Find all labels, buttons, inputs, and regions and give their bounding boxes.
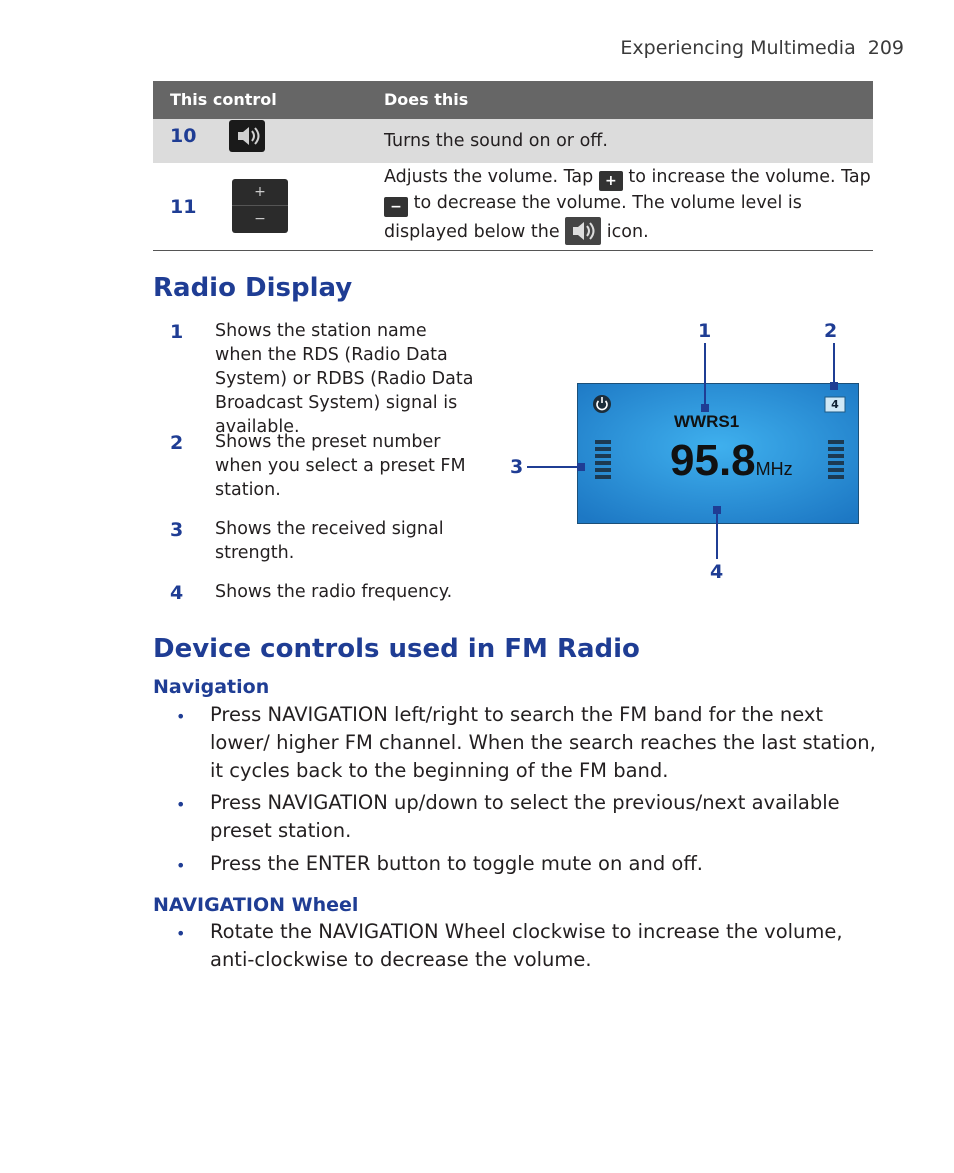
radio-screen	[577, 383, 859, 524]
table-bottom-rule	[153, 250, 873, 251]
section-heading-device-controls: Device controls used in FM Radio	[153, 634, 640, 664]
row-description: Turns the sound on or off.	[384, 131, 608, 151]
page-number: 209	[867, 37, 904, 59]
callout-label-3: 3	[510, 456, 524, 478]
callout-marker-1	[701, 404, 709, 412]
row-number: 10	[170, 125, 197, 147]
bullet: •	[176, 795, 186, 814]
frequency-unit: MHz	[755, 459, 793, 479]
item-number: 3	[170, 519, 184, 541]
item-description: Shows the radio frequency.	[215, 582, 453, 602]
station-name: WWRS1	[674, 412, 740, 431]
subheading-navigation: Navigation	[153, 676, 270, 698]
volume-plus-minus-icon	[232, 179, 288, 233]
section-title: Experiencing Multimedia	[620, 37, 856, 59]
item-number: 4	[170, 582, 184, 604]
callout-marker-4	[713, 506, 721, 514]
item-number: 2	[170, 432, 184, 454]
bullet-text: Press NAVIGATION left/right to search the FM band for the next lower/ higher FM channel. When the search reaches the last station, it cycles back to the beginning of the FM band.	[210, 703, 876, 782]
callout-label-1: 1	[698, 320, 712, 342]
bullet: •	[176, 856, 186, 875]
callout-marker-3	[577, 463, 585, 471]
section-heading-radio-display: Radio Display	[153, 273, 353, 303]
callout-line-2	[833, 343, 835, 385]
frequency-value: 95.8	[670, 436, 756, 485]
preset-number: 4	[831, 398, 839, 411]
item-description: Shows the received signal strength.	[215, 519, 444, 563]
callout-line-1	[704, 343, 706, 407]
row-description: Adjusts the volume. Tap + to increase the volume. Tap − to decrease the volume. The volume level is displayed below the icon.	[384, 165, 873, 245]
callout-line-4	[716, 512, 718, 559]
minus-icon: −	[254, 211, 266, 227]
bullet-text: Press NAVIGATION up/down to select the previous/next available preset station.	[210, 791, 840, 842]
speaker-icon	[229, 120, 265, 152]
bullet: •	[176, 707, 186, 726]
speaker-icon	[565, 217, 601, 245]
column-header-action: Does this	[384, 90, 469, 109]
bullet-text: Rotate the NAVIGATION Wheel clockwise to increase the volume, anti-clockwise to decrease the volume.	[210, 920, 843, 971]
item-number: 1	[170, 321, 184, 343]
subheading-navigation-wheel: NAVIGATION Wheel	[153, 894, 359, 916]
bullet: •	[176, 924, 186, 943]
minus-icon: −	[384, 197, 408, 217]
item-description: Shows the preset number when you select a preset FM station.	[215, 432, 466, 500]
row-number: 11	[170, 196, 197, 218]
running-header	[620, 37, 904, 59]
frequency-readout	[670, 436, 793, 486]
bullet-text: Press the ENTER button to toggle mute on and off.	[210, 852, 703, 875]
column-header-control: This control	[170, 90, 277, 109]
callout-marker-2	[830, 382, 838, 390]
plus-icon: +	[599, 171, 623, 191]
plus-icon: +	[254, 184, 266, 200]
callout-label-2: 2	[824, 320, 838, 342]
callout-label-4: 4	[710, 561, 724, 583]
callout-line-3	[527, 466, 579, 468]
item-description: Shows the station name when the RDS (Radio Data System) or RDBS (Radio Data Broadcast System) signal is available.	[215, 321, 474, 437]
